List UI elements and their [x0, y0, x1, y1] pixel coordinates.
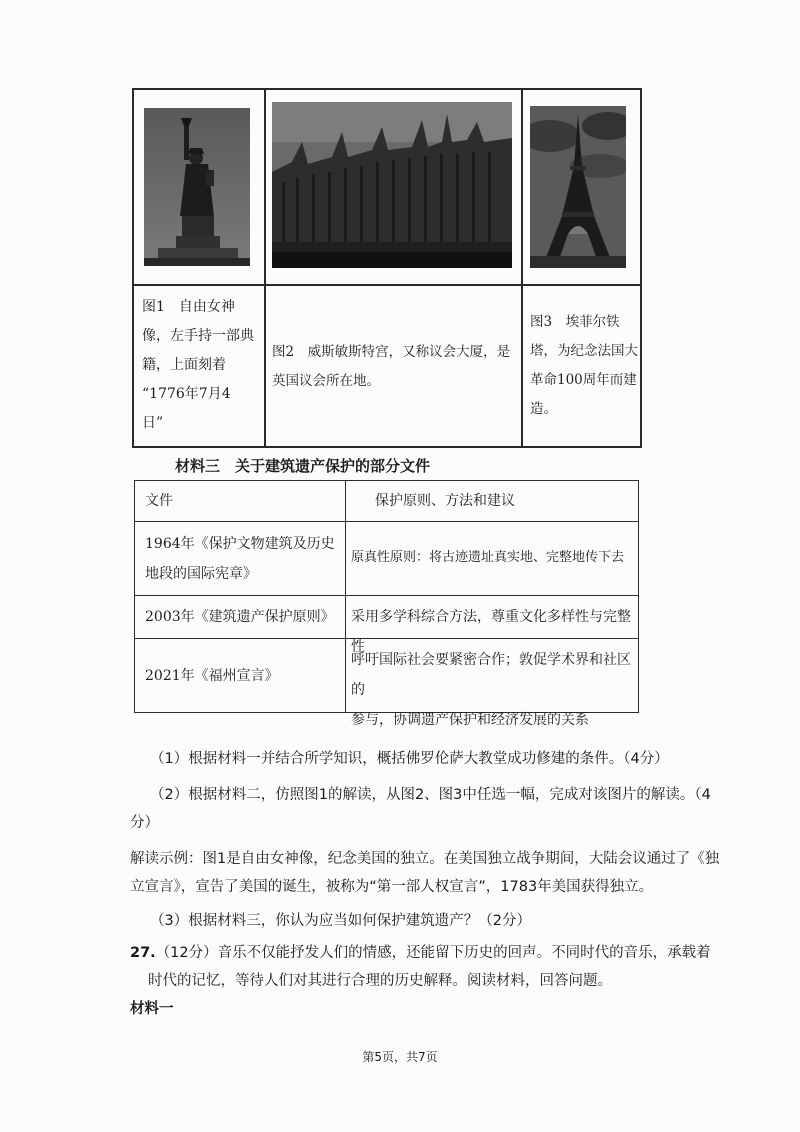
- caption-line: 像，左手持一部典: [142, 328, 254, 344]
- caption-line: 图3 埃菲尔铁: [530, 314, 620, 330]
- question-2-line2: 分）: [130, 815, 159, 831]
- question-3: （3）根据材料三，你认为应当如何保护建筑遗产？（2分）: [150, 913, 531, 929]
- caption-line: 革命100周年而建: [530, 372, 637, 388]
- cell-line: 呼吁国际社会要紧密合作；敦促学术界和社区的: [351, 652, 631, 698]
- row-divider: [134, 284, 640, 286]
- page-footer: 第5页，共7页: [362, 1050, 438, 1064]
- question-number: 27.: [130, 945, 156, 961]
- question-1: （1）根据材料一并结合所学知识，概括佛罗伦萨大教堂成功修建的条件。（4分）: [150, 751, 669, 767]
- caption-line: 图2 威斯敏斯特宫，又称议会大厦，是: [272, 344, 511, 360]
- caption-line: 英国议会所在地。: [272, 373, 380, 389]
- question-27-first-line: [130, 942, 711, 964]
- table-row-2-principle: 采用多学科综合方法，尊重文化多样性与完整性: [351, 609, 631, 655]
- caption-line: 日”: [142, 415, 164, 431]
- caption-line: 图1 自由女神: [142, 299, 235, 315]
- statue-of-liberty-photo: [144, 108, 250, 266]
- example-line1: 解读示例：图1是自由女神像，纪念美国的独立。在美国独立战争期间，大陆会议通过了《独: [130, 851, 720, 867]
- column-divider: [521, 90, 523, 446]
- table-row-2-document: 2003年《建筑遗产保护原则》: [145, 609, 335, 625]
- material3-title: 材料三 关于建筑遗产保护的部分文件: [175, 457, 431, 475]
- row-divider: [135, 595, 638, 596]
- palace-of-westminster-photo: [272, 102, 512, 268]
- fig1-caption: [142, 293, 258, 438]
- material1-heading: 材料一: [130, 1001, 174, 1017]
- table-header-principle: 保护原则、方法和建议: [375, 493, 515, 509]
- question-2-line1: （2）根据材料二，仿照图1的解读，从图2、图3中任选一幅，完成对该图片的解读。（4: [150, 787, 711, 803]
- fig3-caption: [530, 308, 640, 424]
- row-divider: [135, 521, 638, 522]
- material3-document-table: [134, 480, 639, 728]
- cell-line: 参与，协调遗产保护和经济发展的关系: [351, 712, 589, 728]
- eiffel-tower-photo: [530, 106, 626, 268]
- table-header-document: 文件: [145, 493, 173, 509]
- fig2-caption: [272, 338, 517, 396]
- table-row-1-document: [145, 529, 335, 589]
- question-27-line1: （12分）音乐不仅能抒发人们的情感，还能留下历史的回声。不同时代的音乐，承载着: [155, 945, 711, 961]
- table-row-3-document: 2021年《福州宣言》: [145, 668, 279, 684]
- question-27-line2: 时代的记忆，等待人们对其进行合理的历史解释。阅读材料，回答问题。: [148, 973, 612, 989]
- caption-line: 塔，为纪念法国大: [530, 343, 638, 359]
- column-divider: [345, 481, 346, 712]
- table-row-1-principle: 原真性原则：将古迹遗址真实地、完整地传下去: [351, 550, 625, 565]
- table-row-3-principle: [351, 645, 638, 735]
- material2-picture-table: [132, 88, 642, 448]
- caption-line: 籍，上面刻着: [142, 357, 226, 373]
- caption-line: 造。: [530, 401, 557, 417]
- cell-line: 地段的国际宪章》: [145, 566, 257, 582]
- example-line2: 立宣言》，宣告了美国的诞生，被称为“第一部人权宣言”，1783年美国获得独立。: [130, 879, 654, 895]
- cell-line: 1964年《保护文物建筑及历史: [145, 536, 335, 552]
- column-divider: [264, 90, 266, 446]
- caption-line: “1776年7月4: [142, 386, 231, 402]
